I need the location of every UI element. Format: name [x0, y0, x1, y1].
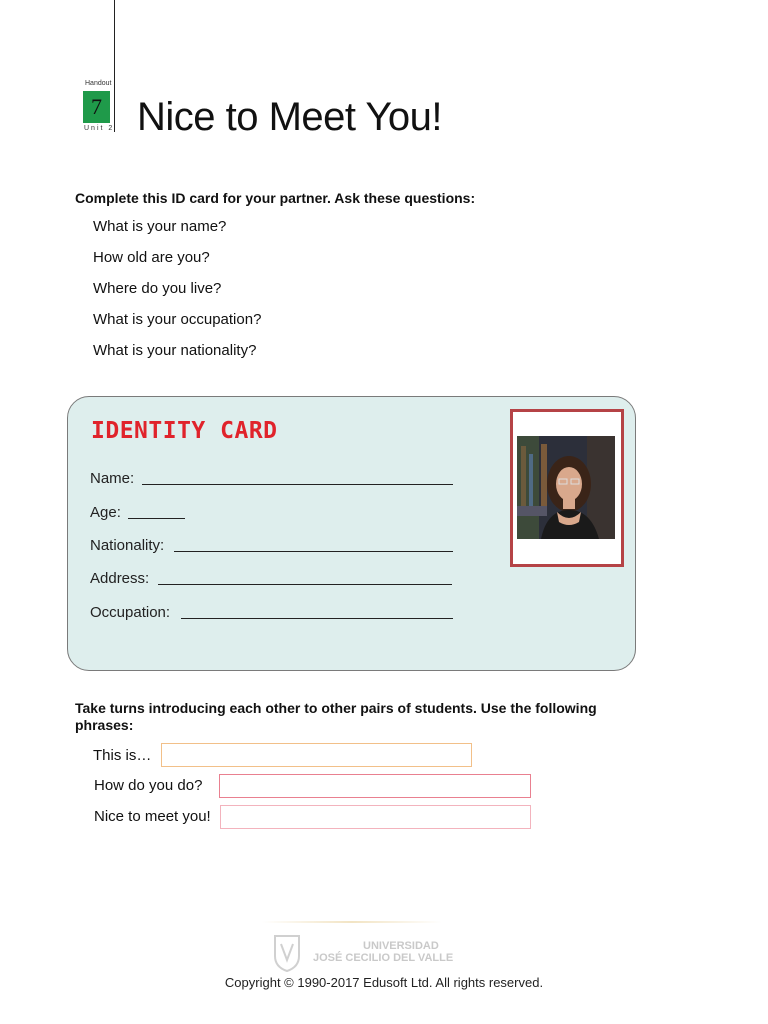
question-item: Where do you live? — [93, 280, 222, 297]
address-label: Address: — [90, 570, 150, 587]
phrase-this-is: This is… — [93, 747, 152, 764]
handout-number-badge: 7 — [83, 91, 110, 123]
page-title: Nice to Meet You! — [137, 95, 443, 139]
phrase-how-do-you-do: How do you do? — [94, 777, 203, 794]
nationality-label: Nationality: — [90, 537, 165, 554]
name-label: Name: — [90, 470, 135, 487]
handout-label: Handout — [85, 80, 112, 87]
occupation-line[interactable] — [181, 618, 453, 619]
logo-text-line1: UNIVERSIDAD — [363, 940, 439, 952]
copyright: Copyright © 1990-2017 Edusoft Ltd. All rights reserved. — [224, 975, 544, 990]
question-item: How old are you? — [93, 249, 210, 266]
instructions-introductions: Take turns introducing each other to other pairs of students. Use the following phrases: — [75, 700, 597, 733]
header-divider — [114, 0, 115, 132]
phrase-how-do-you-do-box[interactable] — [219, 774, 531, 798]
logo-text-line2: JOSÉ CECILIO DEL VALLE — [313, 952, 454, 964]
unit-label: Unit 2 — [84, 125, 115, 132]
phrase-nice-to-meet-you: Nice to meet you! — [94, 808, 211, 825]
footer-rule — [262, 921, 442, 923]
age-label: Age: — [90, 504, 121, 521]
phrase-nice-to-meet-you-box[interactable] — [220, 805, 531, 829]
university-logo-icon — [272, 934, 302, 972]
nationality-line[interactable] — [174, 551, 453, 552]
phrase-this-is-box[interactable] — [161, 743, 472, 767]
question-item: What is your name? — [93, 218, 227, 235]
question-item: What is your occupation? — [93, 311, 262, 328]
address-line[interactable] — [158, 584, 452, 585]
question-list — [93, 218, 261, 373]
question-item: What is your nationality? — [93, 342, 257, 359]
occupation-label: Occupation: — [90, 604, 171, 621]
instructions-id-card: Complete this ID card for your partner. Ask these questions: — [75, 190, 476, 206]
name-line[interactable] — [142, 484, 453, 485]
identity-card-title: IDENTITY CARD — [91, 418, 278, 444]
portrait-photo — [517, 436, 615, 539]
university-logo-text — [313, 940, 453, 964]
age-line[interactable] — [128, 518, 185, 519]
